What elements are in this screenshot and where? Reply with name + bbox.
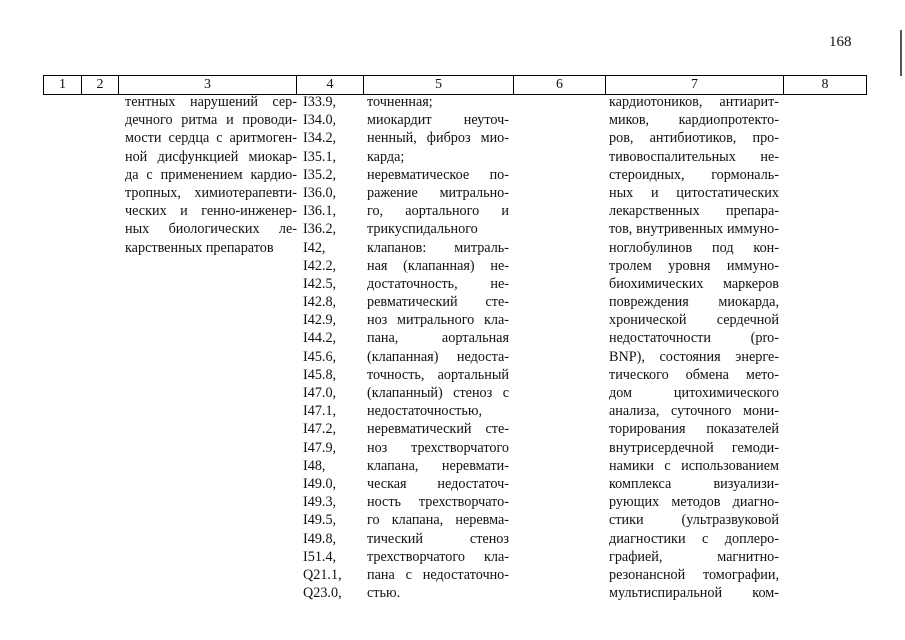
header-col-6: 6	[513, 76, 605, 94]
diagnosis-code: I47.9,	[303, 439, 337, 456]
diagnosis-code: I42.2,	[303, 257, 337, 274]
text-line: неревматический сте-	[367, 421, 509, 438]
text-line: ноз митрального кла-	[367, 312, 509, 329]
column-5-text	[367, 93, 509, 602]
header-col-3: 3	[118, 76, 296, 94]
text-line: карда;	[367, 148, 405, 165]
column-3-text	[125, 93, 297, 257]
text-line: точность, аортальный	[367, 366, 509, 383]
text-line: мультиспиральной ком-	[609, 585, 779, 602]
header-col-1: 1	[43, 76, 81, 94]
diagnosis-code: I45.6,	[303, 348, 337, 365]
text-line: стики (ультразвуковой	[609, 512, 779, 529]
text-line: ноглобулинов под кон-	[609, 239, 779, 256]
diagnosis-code: I49.8,	[303, 530, 337, 547]
diagnosis-code: I49.0,	[303, 475, 337, 492]
diagnosis-code: Q21.1,	[303, 566, 342, 583]
header-col-4: 4	[296, 76, 363, 94]
text-line: ных и цитостатических	[609, 184, 779, 201]
text-line: ненный, фиброз мио-	[367, 130, 509, 147]
diagnosis-code: I36.1,	[303, 203, 337, 220]
text-line: трикуспидального	[367, 221, 478, 238]
text-line: трехстворчатого кла-	[367, 548, 509, 565]
diagnosis-code: I42,	[303, 239, 326, 256]
diagnosis-code: I35.2,	[303, 166, 337, 183]
text-line: внутрисердечной гемоди-	[609, 439, 779, 456]
diagnosis-code: I45.8,	[303, 366, 337, 383]
diagnosis-code: I47.2,	[303, 421, 337, 438]
text-line: клапана, неревмати-	[367, 457, 509, 474]
diagnosis-code: I51.4,	[303, 548, 337, 565]
text-line: графией, магнитно-	[609, 548, 779, 565]
text-line: неревматическое по-	[367, 166, 509, 183]
text-line: недостаточностью,	[367, 403, 482, 420]
text-line: ноз трехстворчатого	[367, 439, 509, 456]
text-line: комплекса визуализи-	[609, 475, 779, 492]
text-line: клапанов: митраль-	[367, 239, 509, 256]
diagnosis-code: I34.2,	[303, 130, 337, 147]
text-line: торирования показателей	[609, 421, 779, 438]
diagnosis-code: I42.9,	[303, 312, 337, 329]
text-line: ных биологических ле-	[125, 221, 297, 238]
text-line: тропных, химиотерапевти-	[125, 184, 297, 201]
text-line: ревматический сте-	[367, 294, 509, 311]
diagnosis-code: I47.0,	[303, 385, 337, 401]
text-line: намики с использованием	[609, 457, 779, 474]
diagnosis-code: I35.1,	[303, 148, 337, 165]
diagnosis-code: I36.2,	[303, 221, 337, 238]
diagnosis-code: I42.5,	[303, 275, 337, 292]
text-line: ность трехстворчато-	[367, 494, 509, 511]
text-line: ров, антибиотиков, про-	[609, 130, 779, 147]
text-line: дечного ритма и проводи-	[125, 112, 297, 129]
header-col-5: 5	[363, 76, 513, 94]
header-col-7: 7	[605, 76, 783, 94]
diagnosis-code: I42.8,	[303, 294, 337, 311]
text-line: карственных препаратов	[125, 239, 274, 256]
column-7-text	[609, 93, 779, 602]
text-line: тентных нарушений сер-	[125, 94, 297, 110]
text-line: кардиотоников, антиарит-	[609, 94, 779, 110]
page-edge-mark	[900, 30, 902, 76]
text-line: анализа, суточного мони-	[609, 403, 779, 420]
text-line: рующих методов диагно-	[609, 494, 779, 511]
diagnosis-code: I36.0,	[303, 184, 337, 201]
header-col-8: 8	[783, 76, 867, 94]
text-line: миков, кардиопротекто-	[609, 112, 779, 129]
diagnosis-code: I33.9,	[303, 94, 337, 110]
text-line: ражение митрально-	[367, 184, 509, 201]
text-line: ческих и генно-инженер-	[125, 203, 297, 220]
text-line: диагностики с доплеро-	[609, 530, 779, 547]
text-line: го, аортального и	[367, 203, 509, 220]
text-line: ная (клапанная) не-	[367, 257, 509, 274]
text-line: да с применением кардио-	[125, 166, 297, 183]
text-line: повреждения миокарда,	[609, 294, 779, 311]
page-number: 168	[829, 34, 852, 50]
text-line: стью.	[367, 585, 401, 602]
text-line: стероидных, гормональ-	[609, 166, 779, 183]
text-line: мости сердца с аритмоген-	[125, 130, 297, 147]
text-line: BNP), состояния энерге-	[609, 348, 779, 365]
diagnosis-code: I34.0,	[303, 112, 337, 129]
text-line: тический стеноз	[367, 530, 509, 547]
text-line: лекарственных препара-	[609, 203, 779, 220]
text-line: точненная;	[367, 94, 433, 110]
diagnosis-code: I48,	[303, 457, 326, 474]
text-line: хронической сердечной	[609, 312, 779, 329]
text-line: ческая недостаточ-	[367, 475, 509, 492]
diagnosis-code: Q23.0,	[303, 585, 342, 602]
text-line: го клапана, неревма-	[367, 512, 509, 529]
text-line: достаточность, не-	[367, 275, 509, 292]
text-line: недостаточности (pro-	[609, 330, 779, 347]
text-line: биохимических маркеров	[609, 275, 779, 292]
text-line: (клапанный) стеноз с	[367, 385, 509, 401]
header-col-2: 2	[81, 76, 118, 94]
text-line: (клапанная) недоста-	[367, 348, 509, 365]
column-4-codes	[303, 93, 363, 602]
text-line: тического обмена мето-	[609, 366, 779, 383]
text-line: тивовоспалительных не-	[609, 148, 779, 165]
text-line: миокардит неуточ-	[367, 112, 509, 129]
diagnosis-code: I47.1,	[303, 403, 337, 420]
text-line: тов, внутривенных иммуно-	[609, 221, 779, 238]
diagnosis-code: I49.5,	[303, 512, 337, 529]
text-line: дом цитохимического	[609, 385, 779, 401]
text-line: пана, аортальная	[367, 330, 509, 347]
table-header-row	[43, 75, 867, 95]
text-line: тролем уровня иммуно-	[609, 257, 779, 274]
text-line: резонансной томографии,	[609, 566, 779, 583]
text-line: пана с недостаточно-	[367, 566, 509, 583]
text-line: ной дисфункцией миокар-	[125, 148, 297, 165]
diagnosis-code: I44.2,	[303, 330, 337, 347]
diagnosis-code: I49.3,	[303, 494, 337, 511]
